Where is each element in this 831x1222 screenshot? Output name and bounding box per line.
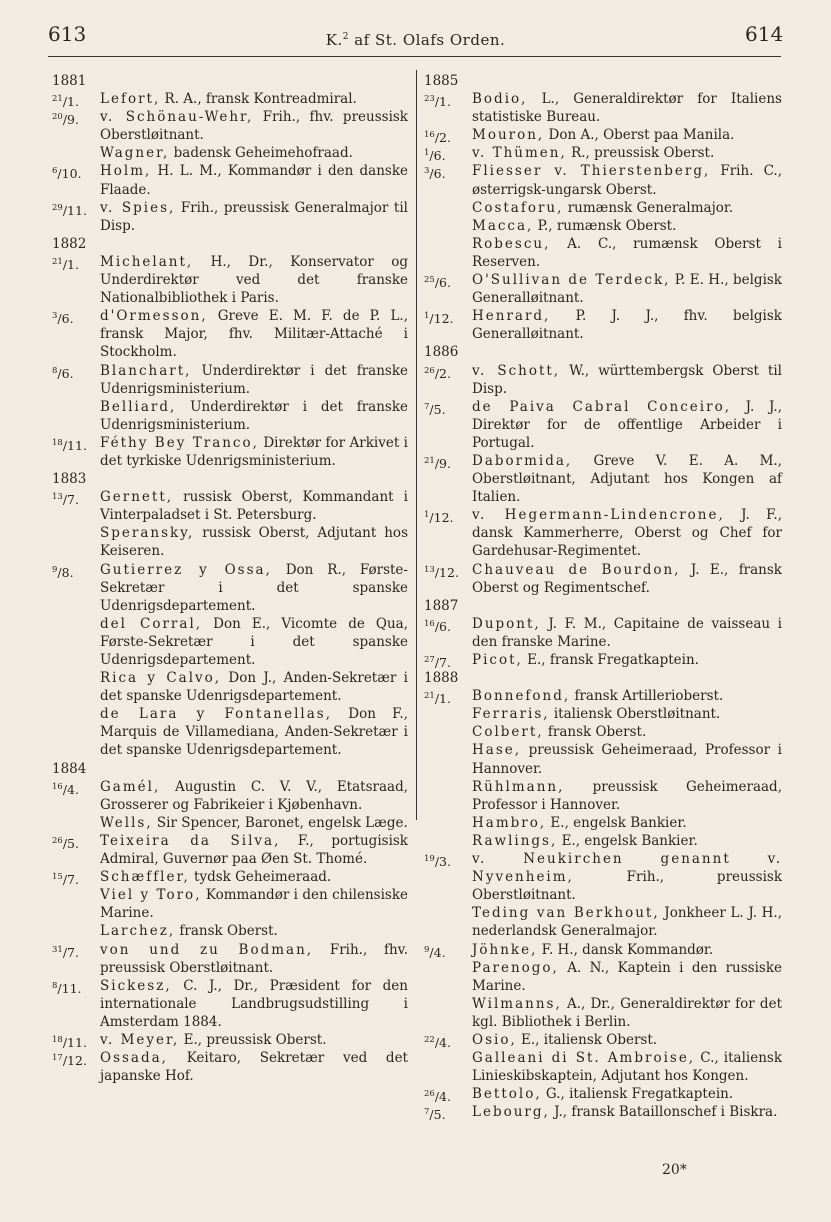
date-day: 29: [52, 202, 63, 213]
date-month: /3.: [434, 854, 451, 870]
entry-name: Picot,: [472, 652, 523, 668]
entry-date: [52, 162, 82, 183]
entry-description: E., fransk Fregatkaptein.: [522, 652, 699, 668]
entry-date: [52, 199, 87, 220]
date-day: 6: [52, 166, 58, 177]
date-day: 26: [424, 365, 435, 376]
entry-name: Jöhnke,: [472, 941, 538, 958]
date-day: 20: [52, 112, 63, 123]
date-month: /6.: [434, 275, 451, 291]
list-entry: [424, 615, 782, 651]
entry-name: Rica y Calvo,: [100, 670, 222, 687]
date-day: 23: [424, 94, 435, 105]
entry-description: P., rumænsk Oberst.: [533, 217, 677, 234]
entry-date: [52, 307, 74, 328]
entry-name: Sickesz,: [100, 977, 172, 994]
date-day: 22: [424, 1034, 435, 1045]
entry-description: Frih., preussisk Oberstløitnant.: [472, 869, 782, 904]
date-day: 26: [52, 835, 63, 846]
list-entry: [424, 144, 782, 162]
entry-description: tydsk Geheimeraad.: [189, 869, 332, 886]
list-entry: [424, 723, 782, 741]
entry-date: [52, 488, 79, 509]
year-heading: 1885: [424, 73, 459, 89]
list-entry: [52, 108, 408, 144]
page-header: [0, 0, 831, 58]
list-entry: [424, 1031, 782, 1049]
entry-name: Wilmanns,: [472, 995, 562, 1012]
entry-name: Speransky,: [100, 525, 195, 542]
date-month: /12.: [434, 564, 459, 580]
entry-description: Frih., fhv. preussisk Oberstløitnant.: [100, 109, 408, 144]
list-entry: [52, 362, 408, 398]
entry-description: J. F., dansk Kammerherre, Oberst og Chef for Gardehusar-Regimentet.: [472, 507, 782, 560]
entry-name: de Lara y Fontanellas,: [100, 706, 333, 723]
title-main: K.: [325, 31, 343, 49]
entry-description: W., württembergsk Oberst til Disp.: [472, 362, 782, 397]
date-day: 25: [424, 275, 435, 286]
list-entry: [424, 452, 782, 506]
entry-name: O'Sullivan de Terdeck,: [472, 272, 671, 289]
entry-name: Robescu,: [472, 235, 551, 252]
column-divider: [416, 70, 417, 820]
entry-date: [52, 561, 74, 582]
date-month: /7.: [62, 872, 79, 888]
entry-description: E., engelsk Bankier.: [557, 832, 698, 849]
date-month: /11.: [57, 980, 82, 996]
date-day: 31: [52, 944, 63, 955]
entry-description: Don E., Vicomte de Qua, Første-Sekretær i det spanske Udenrigsdepartement.: [100, 615, 409, 668]
right-column: [424, 72, 782, 1121]
list-entry: [52, 669, 408, 705]
list-entry: [52, 886, 408, 922]
entry-description: Don F., Marquis de Villamediana, Anden-Sekretær i det spanske Udenrigsdepartement.: [100, 706, 408, 759]
list-entry: [424, 561, 782, 597]
date-month: /4.: [429, 944, 446, 960]
entry-description: Greve V. E. A. M., Oberstløitnant, Adjutant hos Kongen af Italien.: [472, 452, 782, 506]
entry-description: Frih. C., østerrigsk-ungarsk Oberst.: [472, 163, 782, 198]
entry-name: Chauveau de Bourdon,: [472, 561, 681, 578]
year-heading: 1882: [52, 235, 87, 252]
list-entry: [52, 488, 408, 524]
date-day: 18: [52, 1034, 63, 1045]
list-entry: [424, 217, 782, 235]
date-day: 16: [52, 781, 63, 792]
entry-name: Osio,: [472, 1031, 517, 1048]
list-entry: [424, 832, 782, 850]
entry-name: Teding van Berkhout,: [472, 905, 660, 922]
date-month: /12.: [429, 311, 454, 327]
year-heading: 1888: [424, 670, 459, 687]
list-entry: [424, 651, 782, 669]
header-rule: [48, 56, 781, 57]
entry-description: J., fransk Bataillonschef i Biskra.: [549, 1104, 778, 1121]
list-entry: [424, 850, 782, 904]
date-month: /12.: [429, 510, 454, 526]
entry-date: [52, 434, 87, 455]
list-entry: [424, 90, 782, 126]
entry-description: italiensk Oberstløitnant.: [549, 706, 721, 723]
entry-name: Michelant,: [100, 253, 194, 270]
entry-description: russisk Oberst, Kommandant i Vinterpaladset i St. Petersburg.: [100, 489, 408, 524]
entry-description: Kommandør i den chilensiske Marine.: [100, 887, 408, 922]
date-month: /6.: [429, 166, 446, 182]
entry-description: badensk Geheimehofraad.: [169, 145, 353, 162]
list-entry: [424, 235, 782, 271]
list-entry: [424, 941, 782, 959]
entry-description: Underdirektør i det franske Udenrigsministerium.: [100, 398, 408, 433]
entry-date: [424, 452, 451, 473]
entry-description: preussisk Geheimeraad, Professor i Hannover.: [472, 778, 782, 813]
date-day: 17: [52, 1053, 63, 1064]
entry-name: del Corral,: [100, 615, 203, 632]
date-month: /9.: [434, 456, 451, 472]
entry-name: Fliesser v. Thierstenberg,: [472, 163, 711, 180]
list-entry: [424, 271, 782, 307]
entry-date: [52, 108, 79, 129]
date-day: 21: [52, 94, 63, 105]
entry-description: J. J., Direktør for de offentlige Arbeider i Portugal.: [472, 398, 782, 451]
entry-date: [424, 271, 451, 292]
date-month: /4.: [434, 1035, 451, 1051]
entry-description: Jonkheer L. J. H., nederlandsk Generalmajor.: [472, 905, 782, 940]
entry-description: L., Generaldirektør for Italiens statistiske Bureau.: [472, 91, 782, 126]
entry-name: Colbert,: [472, 724, 544, 741]
list-entry: [52, 162, 408, 198]
list-entry: [424, 814, 782, 832]
date-month: /1.: [434, 94, 451, 110]
entry-name: v. Spies,: [100, 199, 176, 216]
date-month: /1.: [62, 94, 79, 110]
entry-name: Lefort,: [100, 91, 161, 108]
date-month: /5.: [429, 401, 446, 417]
entry-name: Macca,: [472, 217, 534, 234]
entry-name: Henrard,: [472, 308, 551, 325]
entry-name: v. Hegermann-Lindencrone,: [472, 507, 725, 524]
entry-name: Hambro,: [472, 814, 547, 831]
entry-name: Wagner,: [100, 145, 170, 162]
entry-name: de Paiva Cabral Conceiro,: [472, 398, 731, 415]
entry-description: G., italiensk Fregatkaptein.: [541, 1086, 734, 1103]
date-month: /2.: [434, 365, 451, 381]
date-day: 16: [424, 618, 435, 629]
entry-description: Sir Spencer, Baronet, engelsk Læge.: [152, 814, 408, 831]
entry-name: Féthy Bey Tranco,: [100, 434, 259, 451]
running-title: [0, 31, 831, 49]
entry-name: Ossada,: [100, 1050, 168, 1067]
list-entry: [52, 922, 408, 940]
entry-description: fransk Oberst.: [543, 724, 647, 741]
entry-name: d'Ormesson,: [100, 308, 208, 325]
list-entry: [424, 687, 782, 705]
date-month: /4.: [62, 781, 79, 797]
entry-date: [424, 1103, 446, 1124]
date-day: 16: [424, 130, 435, 141]
entry-name: v. Thümen,: [472, 145, 567, 162]
list-entry: [424, 506, 782, 560]
entry-name: Teixeira da Silva,: [100, 832, 281, 849]
entry-date: [52, 832, 79, 853]
list-entry: [52, 307, 408, 361]
entry-description: E., preussisk Oberst.: [179, 1031, 327, 1048]
entry-name: Bonnefond,: [472, 688, 571, 705]
list-entry: [424, 995, 782, 1031]
entry-description: Don R., Første-Sekretær i det spanske Udenrigsdepartement.: [100, 561, 408, 614]
date-day: 21: [424, 691, 435, 702]
date-day: 8: [52, 365, 58, 376]
entry-description: Frih., preussisk Generalmajor til Disp.: [100, 199, 408, 234]
entry-description: Keitaro, Sekretær ved det japanske Hof.: [100, 1050, 408, 1085]
list-entry: [52, 561, 408, 615]
entry-date: [52, 977, 82, 998]
list-entry: [424, 199, 782, 217]
date-month: /1.: [62, 257, 79, 273]
entry-name: Hase,: [472, 742, 522, 759]
entry-description: F. H., dansk Kommandør.: [537, 941, 714, 958]
entry-date: [52, 941, 79, 962]
signature-mark: 20*: [662, 1162, 687, 1178]
entry-description: Direktør for Arkivet i det tyrkiske Udenrigsministerium.: [100, 434, 408, 469]
entry-date: [424, 561, 459, 582]
entry-description: Greve E. M. F. de P. L., fransk Major, fhv. Militær-Attaché i Stockholm.: [100, 308, 408, 361]
date-day: 21: [52, 256, 63, 267]
list-entry: [424, 959, 782, 995]
list-entry: [52, 832, 408, 868]
entry-name: Gutierrez y Ossa,: [100, 561, 272, 578]
entry-description: J. E., fransk Oberst og Regimentschef.: [472, 561, 782, 596]
entry-description: preussisk Geheimeraad, Professor i Hannover.: [472, 742, 782, 777]
date-month: /2.: [434, 130, 451, 146]
entry-description: E., italiensk Oberst.: [516, 1031, 658, 1048]
list-entry: [424, 904, 782, 940]
year-heading: 1881: [52, 73, 87, 89]
entry-name: Galleani di St. Ambroise,: [472, 1050, 696, 1067]
entry-name: Blanchart,: [100, 362, 192, 379]
date-day: 3: [424, 166, 430, 177]
list-entry: [52, 778, 408, 814]
entry-description: Frih., fhv. preussisk Oberstløitnant.: [100, 941, 409, 976]
entry-name: Bettolo,: [472, 1086, 542, 1103]
entry-date: [424, 398, 446, 419]
entry-name: Mouron,: [472, 127, 545, 144]
list-entry: [52, 398, 408, 434]
entry-description: P. J. J., fhv. belgisk Generalløitnant.: [472, 308, 782, 343]
entry-description: A. N., Kaptein i den russiske Marine.: [472, 959, 782, 994]
date-day: 13: [52, 492, 63, 503]
date-day: 15: [52, 872, 63, 883]
list-entry: [424, 741, 782, 777]
date-month: /7.: [434, 655, 451, 671]
date-day: 27: [424, 655, 435, 665]
entry-date: [424, 615, 451, 636]
entry-description: A. C., rumænsk Oberst i Reserven.: [472, 235, 782, 270]
entry-date: [424, 506, 454, 527]
list-entry: [52, 615, 408, 669]
entry-date: [52, 362, 74, 383]
entry-date: [52, 778, 79, 799]
list-entry: [52, 977, 408, 1031]
date-day: 1: [424, 510, 430, 521]
entry-name: Rawlings,: [472, 832, 558, 849]
entry-name: v. Schott,: [472, 362, 561, 379]
title-rest: af St. Olafs Orden.: [348, 31, 506, 49]
entry-date: [424, 162, 446, 183]
year-heading: 1883: [52, 471, 87, 488]
entry-date: [52, 253, 79, 274]
list-entry: [424, 162, 782, 198]
date-month: /11.: [62, 1035, 87, 1051]
date-month: /9.: [62, 112, 79, 128]
entry-description: E., engelsk Bankier.: [546, 814, 687, 831]
entry-date: [424, 651, 451, 672]
date-day: 7: [424, 401, 430, 412]
entry-description: rumænsk Generalmajor.: [563, 199, 734, 216]
date-month: /8.: [57, 564, 74, 580]
list-entry: [52, 1049, 408, 1085]
list-entry: [424, 126, 782, 144]
entry-name: Costaforu,: [472, 199, 564, 216]
entry-name: Schæffler,: [100, 869, 190, 886]
list-entry: [52, 814, 408, 832]
entry-description: C., italiensk Linieskibskaptein, Adjutant hos Kongen.: [472, 1050, 782, 1085]
date-month: /12.: [62, 1053, 87, 1069]
date-month: /1.: [434, 691, 451, 707]
entry-name: Belliard,: [100, 398, 177, 415]
entry-description: R. A., fransk Kontreadmiral.: [160, 91, 357, 108]
entry-description: Don A., Oberst paa Manila.: [544, 127, 735, 144]
date-month: /7.: [62, 492, 79, 508]
list-entry: [52, 199, 408, 235]
entry-name: Gernett,: [100, 489, 174, 506]
date-month: /5.: [429, 1107, 446, 1123]
entry-description: J. F. M., Capitaine de vaisseau i den franske Marine.: [472, 615, 782, 650]
entry-description: fransk Artillerioberst.: [570, 688, 724, 705]
entry-date: [52, 1049, 87, 1070]
entry-description: Underdirektør i det franske Udenrigsministerium.: [100, 362, 408, 397]
list-entry: [52, 868, 408, 886]
list-entry: [424, 1049, 782, 1085]
entry-name: Larchez,: [100, 923, 176, 940]
page-number-right: 614: [745, 22, 784, 46]
entry-name: v. Neukirchen genannt v. Nyvenheim,: [472, 851, 782, 886]
date-day: 3: [52, 311, 58, 322]
entry-name: von und zu Bodman,: [100, 941, 314, 958]
entry-name: Dupont,: [472, 615, 541, 632]
date-day: 13: [424, 564, 435, 575]
title-superscript: 2: [342, 32, 349, 42]
date-month: /7.: [62, 944, 79, 960]
entry-date: [424, 850, 451, 871]
date-month: /6.: [57, 311, 74, 327]
list-entry: [52, 434, 408, 470]
year-heading: 1887: [424, 597, 459, 614]
date-day: 26: [424, 1089, 435, 1100]
entry-description: russisk Oberst, Adjutant hos Keiseren.: [100, 525, 408, 560]
list-entry: [424, 778, 782, 814]
year-heading: 1884: [52, 760, 87, 777]
date-day: 8: [52, 980, 58, 991]
entry-name: Bodio,: [472, 91, 528, 108]
list-entry: [52, 705, 408, 759]
date-month: /10.: [57, 166, 82, 182]
date-day: 7: [424, 1107, 430, 1118]
list-entry: [52, 90, 408, 108]
entry-description: R., preussisk Oberst.: [566, 145, 715, 162]
list-entry: [52, 253, 408, 307]
entry-description: C. J., Dr., Præsident for den internationale Landbrugsudstilling i Amsterdam 1884.: [100, 977, 408, 1030]
list-entry: [424, 307, 782, 343]
entry-name: Rühlmann,: [472, 778, 565, 795]
entry-name: v. Meyer,: [100, 1031, 180, 1048]
page-number-left: 613: [48, 22, 87, 46]
list-entry: [52, 524, 408, 560]
entry-description: P. E. H., belgisk Generalløitnant.: [472, 272, 782, 307]
entry-date: [424, 362, 451, 383]
list-entry: [52, 941, 408, 977]
date-day: 9: [52, 564, 58, 575]
entry-name: Lebourg,: [472, 1104, 550, 1121]
date-month: /11.: [62, 438, 87, 454]
date-day: 1: [424, 148, 430, 159]
date-day: 21: [424, 455, 435, 466]
date-month: /4.: [434, 1089, 451, 1105]
entry-date: [424, 90, 451, 111]
entry-description: H., Dr., Konservator og Underdirektør ved det franske Nationalbibliothek i Paris.: [100, 253, 408, 307]
list-entry: [424, 1085, 782, 1103]
entry-name: Wells,: [100, 814, 153, 831]
entry-name: Dabormida,: [472, 452, 573, 469]
left-column: [52, 72, 408, 1085]
year-heading: 1886: [424, 344, 459, 361]
list-entry: [424, 398, 782, 452]
date-month: /11.: [62, 202, 87, 218]
date-day: 18: [52, 437, 63, 448]
entry-description: H. L. M., Kommandør i den danske Flaade.: [100, 163, 408, 198]
entry-description: Augustin C. V. V., Etatsraad, Grosserer og Fabrikeier i Kjøbenhavn.: [100, 778, 408, 813]
entry-description: F., portugisisk Admiral, Guvernør paa Øen St. Thomé.: [100, 832, 408, 868]
date-day: 19: [424, 854, 435, 865]
date-day: 9: [424, 944, 430, 955]
entry-name: Holm,: [100, 163, 152, 180]
entry-name: Gamél,: [100, 778, 161, 795]
date-month: /6.: [434, 618, 451, 634]
list-entry: [424, 1103, 782, 1121]
list-entry: [424, 362, 782, 398]
entry-description: fransk Oberst.: [175, 923, 278, 940]
entry-description: A., Dr., Generaldirektør for det kgl. Bibliothek i Berlin.: [472, 995, 782, 1030]
entry-name: Viel y Toro,: [100, 887, 202, 904]
list-entry: [52, 144, 408, 162]
entry-name: Ferraris,: [472, 706, 550, 723]
date-month: /6.: [57, 365, 74, 381]
list-entry: [424, 705, 782, 723]
date-month: /6.: [429, 148, 446, 164]
entry-name: v. Schönau-Wehr,: [100, 109, 254, 126]
entry-description: Don J., Anden-Sekretær i det spanske Udenrigsdepartement.: [100, 670, 409, 705]
list-entry: [52, 1031, 408, 1049]
entry-date: [424, 307, 454, 328]
date-month: /5.: [62, 836, 79, 852]
entry-name: Parenogo,: [472, 959, 559, 976]
date-day: 1: [424, 311, 430, 322]
